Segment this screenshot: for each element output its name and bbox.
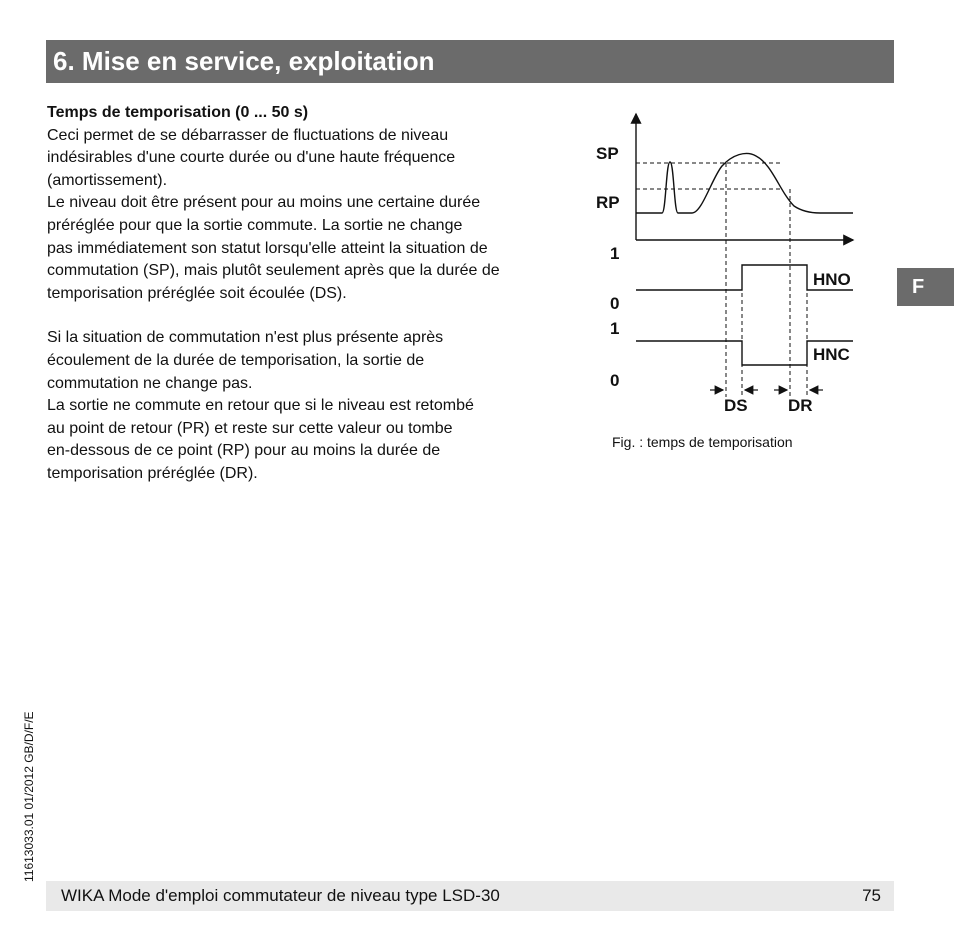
rp-label: RP <box>596 193 620 212</box>
paragraph-line: écoulement de la durée de temporisation, la sortie de <box>47 351 425 369</box>
subsection-title: Temps de temporisation (0 ... 50 s) <box>47 104 309 121</box>
paragraph-line: au point de retour (PR) et reste sur cette valeur ou tombe <box>47 419 453 437</box>
paragraph-line: indésirables d'une courte durée ou d'une haute fréquence <box>47 149 456 167</box>
section-header <box>46 40 894 83</box>
paragraph-line: préréglée pour que la sortie commute. La sortie ne change <box>47 216 463 234</box>
dr-label: DR <box>788 396 813 415</box>
page-number: 75 <box>862 886 881 905</box>
figure-caption: Fig. : temps de temporisation <box>612 434 793 450</box>
sp-label: SP <box>596 144 619 163</box>
paragraph-line: Le niveau doit être présent pour au moins une certaine durée <box>47 194 481 212</box>
footer-text: WIKA Mode d'emploi commutateur de niveau type LSD-30 <box>61 886 500 905</box>
paragraph-line: temporisation préréglée (DR). <box>47 464 258 482</box>
paragraph-line: La sortie ne commute en retour que si le niveau est retombé <box>47 397 474 415</box>
paragraph-line: (amortissement). <box>47 171 168 189</box>
paragraph-line: pas immédiatement son statut lorsqu'elle atteint la situation de <box>47 239 488 257</box>
hno-high-label: 1 <box>610 244 620 263</box>
language-tab: F <box>897 268 954 306</box>
page-footer <box>46 881 894 911</box>
section-title: 6. Mise en service, exploitation <box>53 46 435 76</box>
paragraph-line: commutation ne change pas. <box>47 374 253 392</box>
paragraph-line: en-dessous de ce point (RP) pour au moins la durée de <box>47 442 441 460</box>
timing-diagram <box>570 100 870 425</box>
paragraph-line: Si la situation de commutation n'est plus présente après <box>47 329 444 347</box>
hnc-low-label: 0 <box>610 371 620 390</box>
hno-label: HNO <box>813 270 851 289</box>
paragraph-line: commutation (SP), mais plutôt seulement après que la durée de <box>47 262 500 280</box>
hno-low-label: 0 <box>610 294 620 313</box>
paragraph-line: temporisation préréglée soit écoulée (DS). <box>47 284 347 302</box>
body-text <box>47 102 577 486</box>
hnc-label: HNC <box>813 345 850 364</box>
ds-label: DS <box>724 396 748 415</box>
hnc-high-label: 1 <box>610 319 620 338</box>
level-curve <box>636 153 853 213</box>
document-code: 11613033.01 01/2012 GB/D/F/E <box>22 711 36 882</box>
paragraph-line: Ceci permet de se débarrasser de fluctuations de niveau <box>47 126 449 144</box>
